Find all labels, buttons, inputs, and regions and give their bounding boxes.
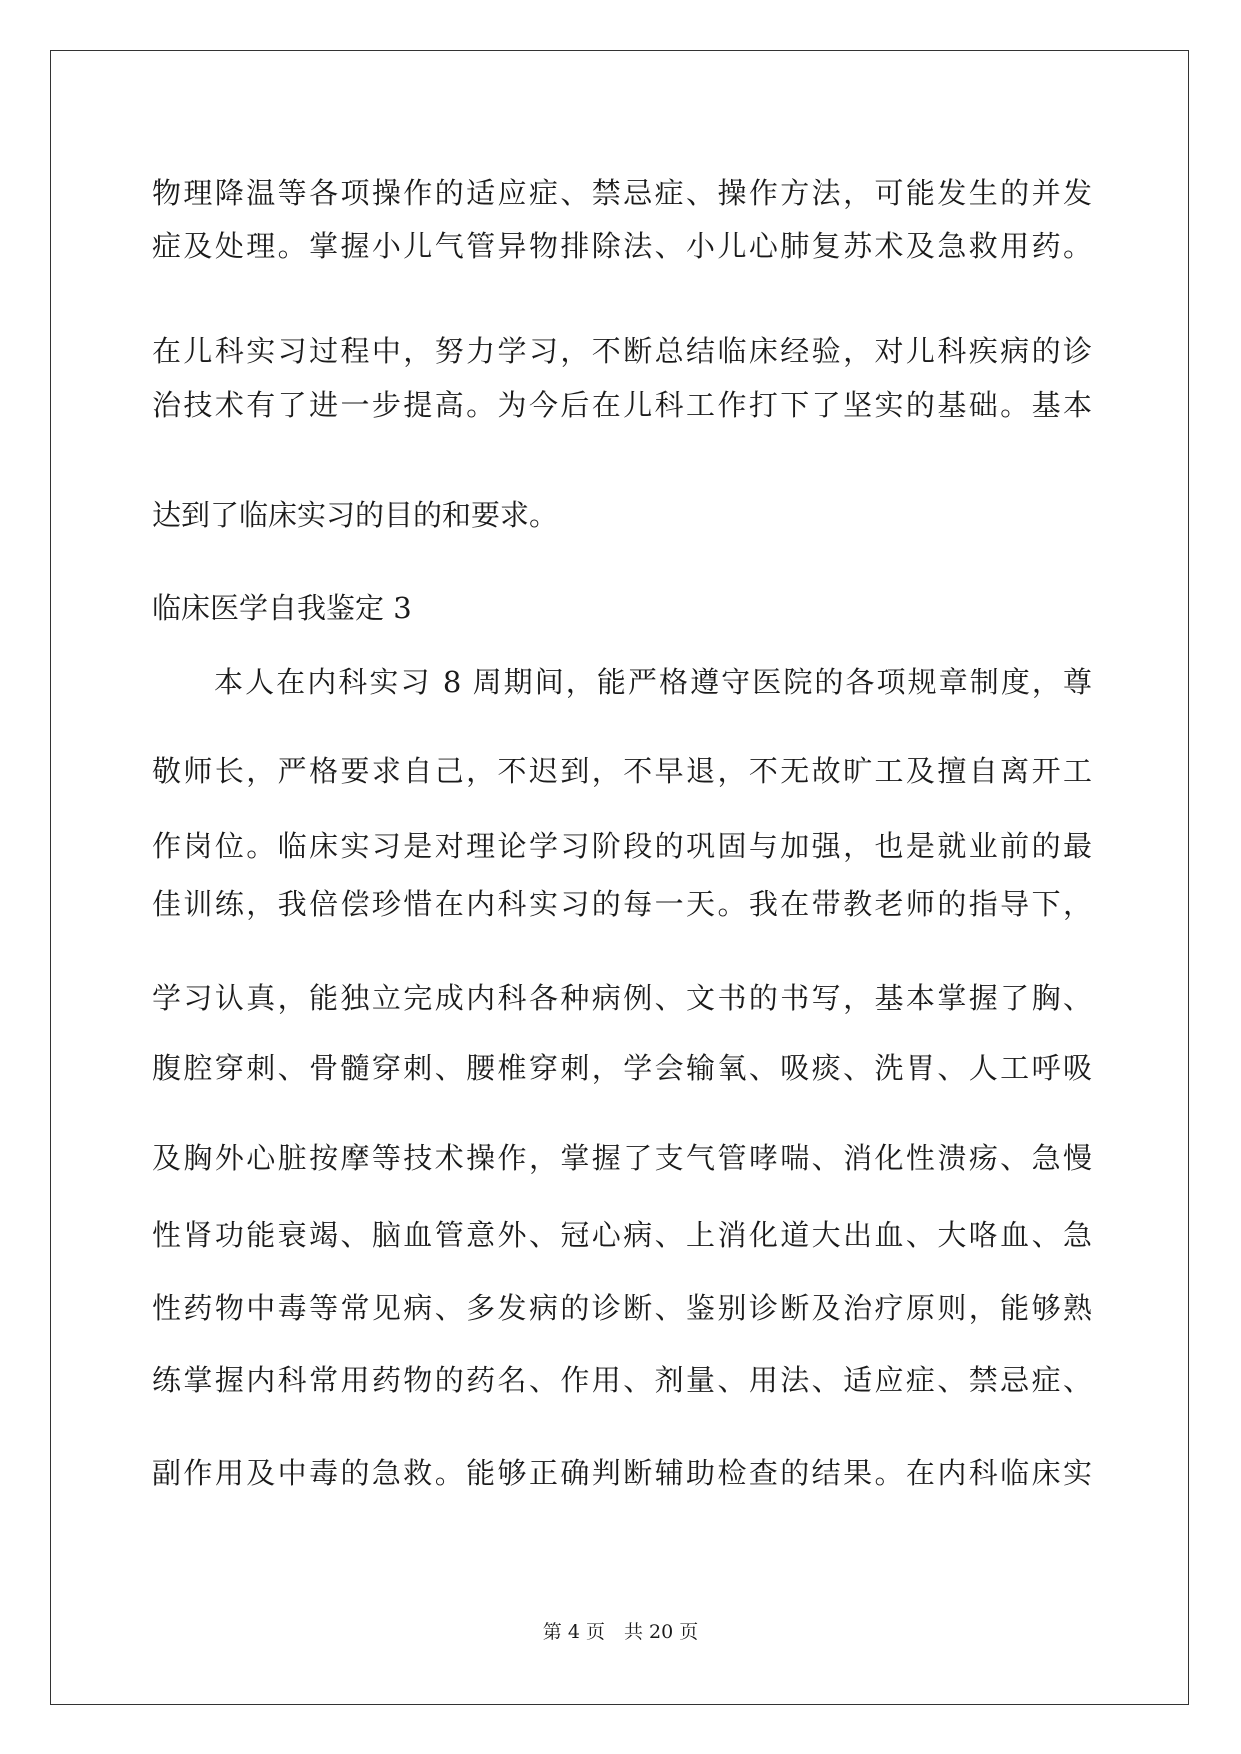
body-text-line: 副作用及中毒的急救。能够正确判断辅助检查的结果。在内科临床实 bbox=[152, 1456, 1092, 1490]
body-text-line: 达到了临床实习的目的和要求。 bbox=[152, 498, 559, 532]
body-text-line: 敬师长，严格要求自己，不迟到，不早退，不无故旷工及擅自离开工 bbox=[152, 754, 1092, 788]
body-text-line: 症及处理。掌握小儿气管异物排除法、小儿心肺复苏术及急救用药。 bbox=[152, 229, 1092, 263]
body-text-line: 性肾功能衰竭、脑血管意外、冠心病、上消化道大出血、大咯血、急 bbox=[152, 1218, 1092, 1252]
body-text-line: 佳训练，我倍偿珍惜在内科实习的每一天。我在带教老师的指导下， bbox=[152, 887, 1092, 921]
body-text-line: 练掌握内科常用药物的药名、作用、剂量、用法、适应症、禁忌症、 bbox=[152, 1363, 1092, 1397]
body-text-line: 作岗位。临床实习是对理论学习阶段的巩固与加强，也是就业前的最 bbox=[152, 829, 1092, 863]
page-number-footer: 第 4 页 共 20 页 bbox=[542, 1621, 699, 1643]
body-text-line: 在儿科实习过程中，努力学习，不断总结临床经验，对儿科疾病的诊 bbox=[152, 334, 1092, 368]
body-text-line: 学习认真，能独立完成内科各种病例、文书的书写，基本掌握了胸、 bbox=[152, 981, 1092, 1015]
body-text-line: 本人在内科实习 8 周期间，能严格遵守医院的各项规章制度，尊 bbox=[214, 665, 1092, 699]
body-text-line: 物理降温等各项操作的适应症、禁忌症、操作方法，可能发生的并发 bbox=[152, 176, 1092, 210]
body-text-line: 治技术有了进一步提高。为今后在儿科工作打下了坚实的基础。基本 bbox=[152, 388, 1092, 422]
body-text-line: 及胸外心脏按摩等技术操作，掌握了支气管哮喘、消化性溃疡、急慢 bbox=[152, 1141, 1092, 1175]
section-heading: 临床医学自我鉴定 3 bbox=[152, 591, 412, 625]
body-text-line: 性药物中毒等常见病、多发病的诊断、鉴别诊断及治疗原则，能够熟 bbox=[152, 1291, 1092, 1325]
body-text-line: 腹腔穿刺、骨髓穿刺、腰椎穿刺，学会输氧、吸痰、洗胃、人工呼吸 bbox=[152, 1051, 1092, 1085]
